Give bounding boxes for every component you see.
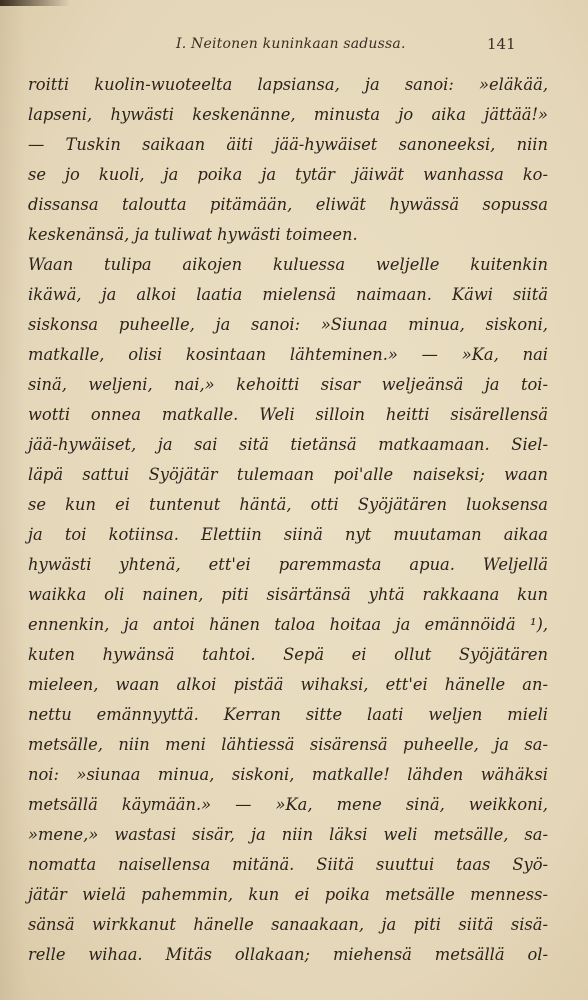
text-line: mieleen, waan alkoi pistää wihaksi, ett'ei hänelle an- (28, 675, 548, 694)
body-text (28, 70, 548, 970)
text-line: ikäwä, ja alkoi laatia mielensä naimaan. Käwi siitä (28, 285, 548, 304)
text-line: Waan tulipa aikojen kuluessa weljelle kuitenkin (28, 255, 548, 274)
text-line: se kun ei tuntenut häntä, otti Syöjätären luoksensa (28, 495, 548, 514)
text-line: noi: »siunaa minua, siskoni, matkalle! lähden wähäksi (28, 765, 548, 784)
text-line: wotti onnea matkalle. Weli silloin heitti sisärellensä (28, 405, 548, 424)
text-line: relle wihaa. Mitäs ollakaan; miehensä metsällä ol- (28, 945, 548, 964)
text-line: ennenkin, ja antoi hänen taloa hoitaa ja emännöidä ¹), (28, 615, 548, 634)
text-line: »mene,» wastasi sisär, ja niin läksi weli metsälle, sa- (28, 825, 548, 844)
text-line: waikka oli nainen, piti sisärtänsä yhtä rakkaana kun (28, 585, 548, 604)
text-line: se jo kuoli, ja poika ja tytär jäiwät wanhassa ko- (28, 165, 548, 184)
text-line: nettu emännyyttä. Kerran sitte laati weljen mieli (28, 705, 548, 724)
text-line: jätär wielä pahemmin, kun ei poika metsälle menness- (28, 885, 548, 904)
text-line: keskenänsä, ja tuliwat hywästi toimeen. (28, 225, 358, 244)
text-line: metsällä käymään.» — »Ka, mene sinä, weikkoni, (28, 795, 548, 814)
text-line: sänsä wirkkanut hänelle sanaakaan, ja piti siitä sisä- (28, 915, 548, 934)
page-edge-shadow (0, 0, 70, 6)
text-line: nomatta naisellensa mitänä. Siitä suuttui taas Syö- (28, 855, 548, 874)
text-line: kuten hywänsä tahtoi. Sepä ei ollut Syöjätären (28, 645, 548, 664)
text-line: lapseni, hywästi keskenänne, minusta jo aika jättää!» (28, 105, 548, 124)
text-line: — Tuskin saikaan äiti jää-hywäiset sanoneeksi, niin (28, 135, 548, 154)
text-line: sinä, weljeni, nai,» kehoitti sisar weljeänsä ja toi- (28, 375, 548, 394)
text-line: matkalle, olisi kosintaan lähteminen.» — »Ka, nai (28, 345, 548, 364)
text-line: läpä sattui Syöjätär tulemaan poi'alle naiseksi; waan (28, 465, 548, 484)
running-head: I. Neitonen kuninkaan sadussa. (176, 36, 406, 52)
text-line: hywästi yhtenä, ett'ei paremmasta apua. Weljellä (28, 555, 548, 574)
page-number: 141 (487, 35, 516, 53)
text-line: roitti kuolin-wuoteelta lapsiansa, ja sanoi: »eläkää, (28, 75, 548, 94)
text-line: siskonsa puheelle, ja sanoi: »Siunaa minua, siskoni, (28, 315, 548, 334)
text-line: jää-hywäiset, ja sai sitä tietänsä matkaamaan. Siel- (28, 435, 548, 454)
text-line: metsälle, niin meni lähtiessä sisärensä puheelle, ja sa- (28, 735, 548, 754)
text-line: dissansa taloutta pitämään, eliwät hywässä sopussa (28, 195, 548, 214)
text-line: ja toi kotiinsa. Elettiin siinä nyt muutaman aikaa (28, 525, 548, 544)
